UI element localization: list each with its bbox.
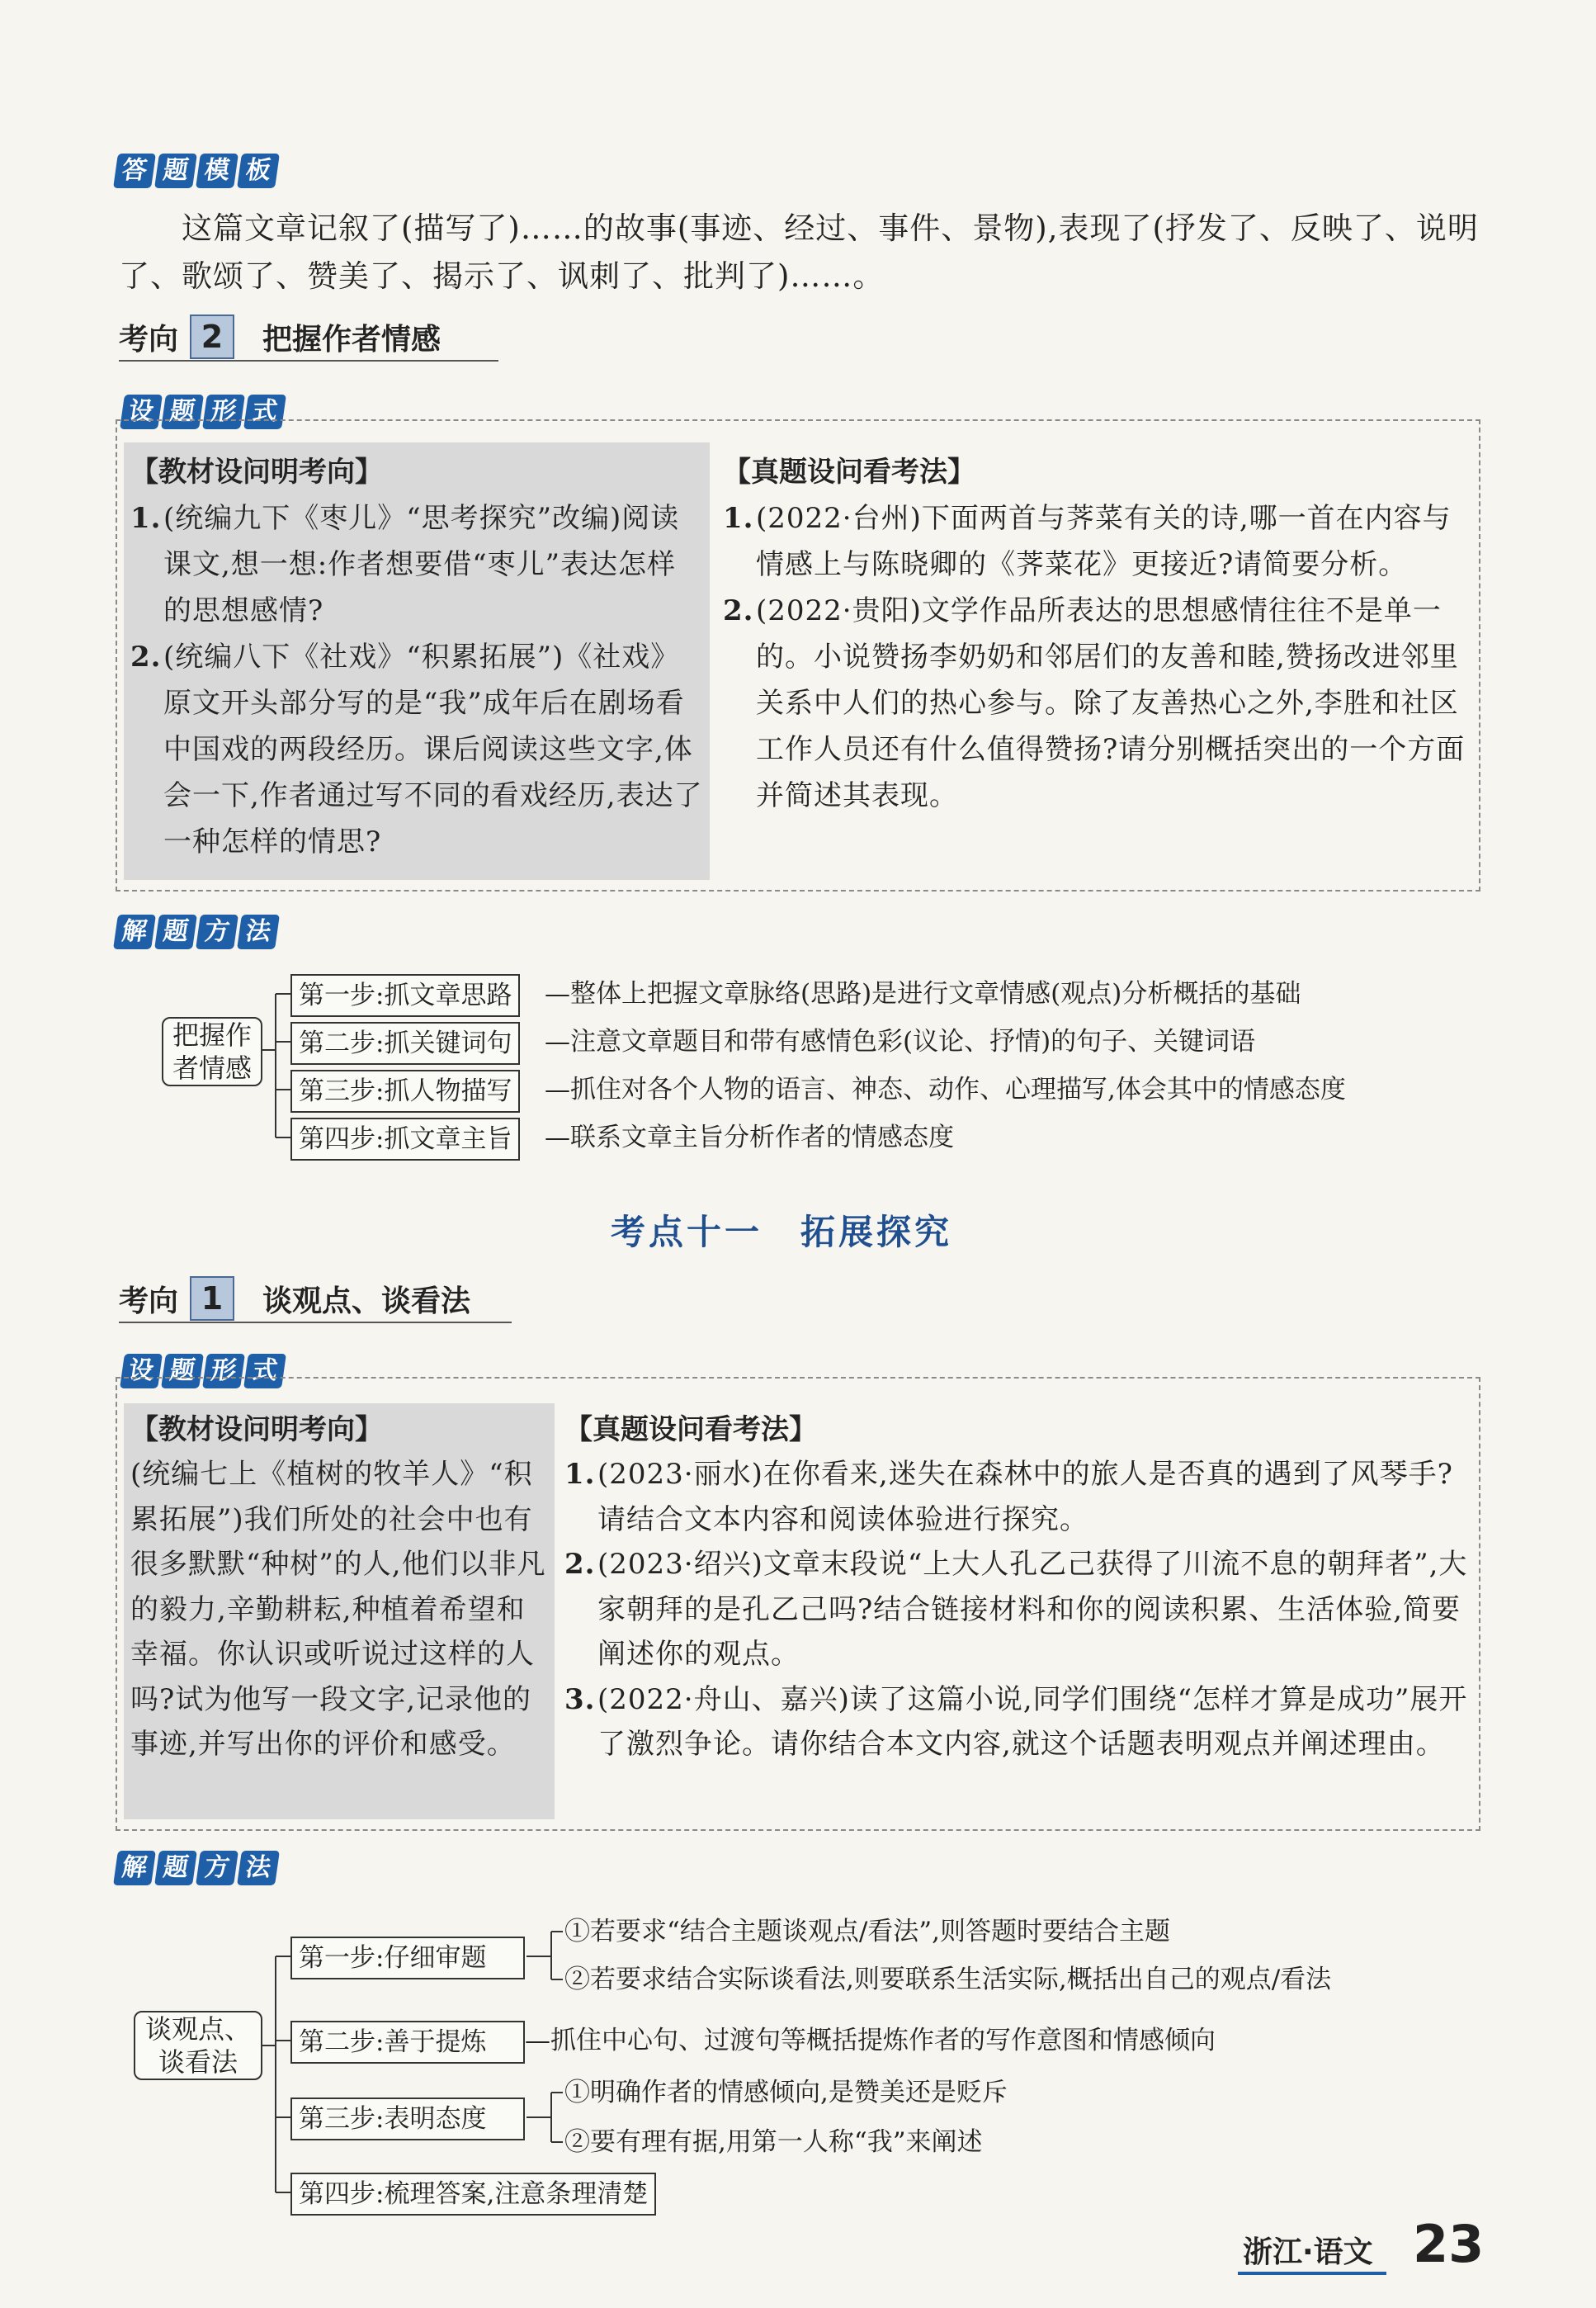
tag-char: 形 [202,395,245,429]
method-step-sub: ①若要求“结合主题谈观点/看法”,则答题时要结合主题 [564,1917,1170,1946]
footer-region: 浙江·语文 [1243,2235,1373,2269]
method-step: 第一步:抓文章思路 [290,974,520,1017]
textbook-text: (统编七上《植树的牧羊人》“积累拓展”)我们所处的社会中也有很多默默“种树”的人,他们以非凡的毅力,辛勤耕耘,种植着希望和幸福。你认识或听说过这样的人吗?试为他写一段文字,记录他的事迹,并写出你的评价和感受。 [130,1458,546,1761]
item-text: (统编八下《社戏》“积累拓展”)《社戏》原文开头部分写的是“我”成年后在剧场看中国戏的两段经历。课后阅读这些文字,体会一下,作者通过写不同的看戏经历,表达了一种怎样的情思? [163,641,703,858]
direction-heading [119,1275,512,1323]
method-root [134,2011,262,2080]
answer-template-text: 这篇文章记叙了(描写了)……的故事(事迹、经过、事件、景物),表现了(抒发了、反映了、说明了、歌颂了、赞美了、揭示了、讽刺了、批判了)……。 [119,210,1479,294]
tag-char: 式 [243,395,286,429]
list-item [564,1677,1469,1767]
textbook-questions [130,1407,548,1767]
item-number: 1. [130,502,162,535]
direction-number: 1 [190,1276,234,1321]
textbook-header: 【教材设问明考向】 [130,456,383,489]
root-line: 谈观点、 [144,2013,251,2045]
item-number: 2. [723,594,754,627]
tag-char: 形 [202,1354,245,1388]
real-exam-header: 【真题设问看考法】 [564,1413,817,1446]
tag-char: 题 [161,1354,204,1388]
method-step: 第四步:梳理答案,注意条理清楚 [290,2173,656,2216]
method-step-sub: ②若要求结合实际谈看法,则要联系生活实际,概括出自己的观点/看法 [564,1965,1332,1994]
page-number: 23 [1413,2214,1485,2274]
method-step: 第一步:仔细审题 [290,1937,525,1979]
item-number: 2. [130,641,162,674]
tag-char: 方 [196,915,238,949]
method-step: 第三步:表明态度 [290,2098,525,2140]
method-step: 第二步:抓关键词句 [290,1022,520,1065]
method-step-sub: ②要有理有据,用第一人称“我”来阐述 [564,2127,983,2157]
direction-label: 考向 [119,322,179,357]
list-item [564,1452,1469,1542]
item-number: 1. [723,502,754,535]
tag-char: 板 [237,154,280,188]
tag-char: 题 [154,154,197,188]
root-line: 谈看法 [158,2046,238,2078]
direction-label: 考向 [119,1284,179,1318]
item-number: 2. [564,1548,596,1581]
method-step: 第四步:抓文章主旨 [290,1118,520,1161]
section-title: 考点十一 拓展探究 [611,1212,953,1252]
tag-char: 方 [196,1851,238,1885]
tag-char: 设 [120,395,163,429]
direction-number: 2 [190,315,234,359]
tag-char: 答 [113,154,156,188]
tag-char: 题 [154,915,197,949]
method-step-sub: ①明确作者的情感倾向,是赞美还是贬斥 [564,2078,1008,2107]
tag-char: 模 [196,154,238,188]
tag-char: 解 [113,915,156,949]
tag-char: 解 [113,1851,156,1885]
method-step-desc: —注意文章题目和带有感情色彩(议论、抒情)的句子、关键词语 [545,1027,1256,1057]
footer-underline [1238,2272,1386,2275]
textbook-header: 【教材设问明考向】 [130,1413,383,1446]
method-step-desc: —抓住对各个人物的语言、神态、动作、心理描写,体会其中的情感态度 [545,1075,1346,1104]
direction-title: 把握作者情感 [262,322,441,357]
real-exam-questions [564,1407,1469,1767]
item-text: (2022·舟山、嘉兴)读了这篇小说,同学们围绕“怎样才算是成功”展开了激烈争论。请你结合本文内容,就这个话题表明观点并阐述理由。 [597,1682,1468,1761]
item-text: (2022·台州)下面两首与荠菜有关的诗,哪一首在内容与情感上与陈晓卿的《荠菜花》更接近?请简要分析。 [756,502,1452,581]
method-step: 第二步:善于提炼 [290,2021,525,2064]
tag-char: 题 [161,395,204,429]
method-step-desc: —联系文章主旨分析作者的情感态度 [545,1123,954,1152]
direction-title: 谈观点、谈看法 [262,1284,471,1318]
list-item [564,1542,1469,1677]
item-number: 1. [564,1458,596,1491]
item-number: 3. [564,1682,596,1716]
method-step-desc: —抓住中心句、过渡句等概括提炼作者的写作意图和情感倾向 [525,2026,1216,2055]
item-text: (2022·贵阳)文学作品所表达的思想感情往往不是单一的。小说赞扬李奶奶和邻居们的友善和睦,赞扬改进邻里关系中人们的热心参与。除了友善热心之外,李胜和社区工作人员还有什么值得赞扬?请分别概括突出的一个方面并简述其表现。 [756,594,1466,812]
method-step: 第三步:抓人物描写 [290,1070,520,1113]
tag-char: 式 [243,1354,286,1388]
root-line: 者情感 [172,1052,252,1084]
method-step-desc: —整体上把握文章脉络(思路)是进行文章情感(观点)分析概括的基础 [545,979,1301,1009]
tag-char: 法 [237,1851,280,1885]
item-text: (2023·绍兴)文章末段说“上大人孔乙己获得了川流不息的朝拜者”,大家朝拜的是孔乙己吗?结合链接材料和你的阅读积累、生活体验,简要阐述你的观点。 [597,1548,1468,1671]
method-root [162,1017,262,1086]
item-text: (统编九下《枣儿》“思考探究”改编)阅读课文,想一想:作者想要借“枣儿”表达怎样的思想感情? [163,502,680,627]
real-exam-header: 【真题设问看考法】 [723,456,975,489]
method-tag [116,1851,277,1885]
root-line: 把握作 [172,1019,252,1051]
tag-char: 设 [120,1354,163,1388]
tag-char: 题 [154,1851,197,1885]
tag-char: 法 [237,915,280,949]
item-text: (2023·丽水)在你看来,迷失在森林中的旅人是否真的遇到了风琴手?请结合文本内容和阅读体验进行探究。 [597,1458,1453,1536]
